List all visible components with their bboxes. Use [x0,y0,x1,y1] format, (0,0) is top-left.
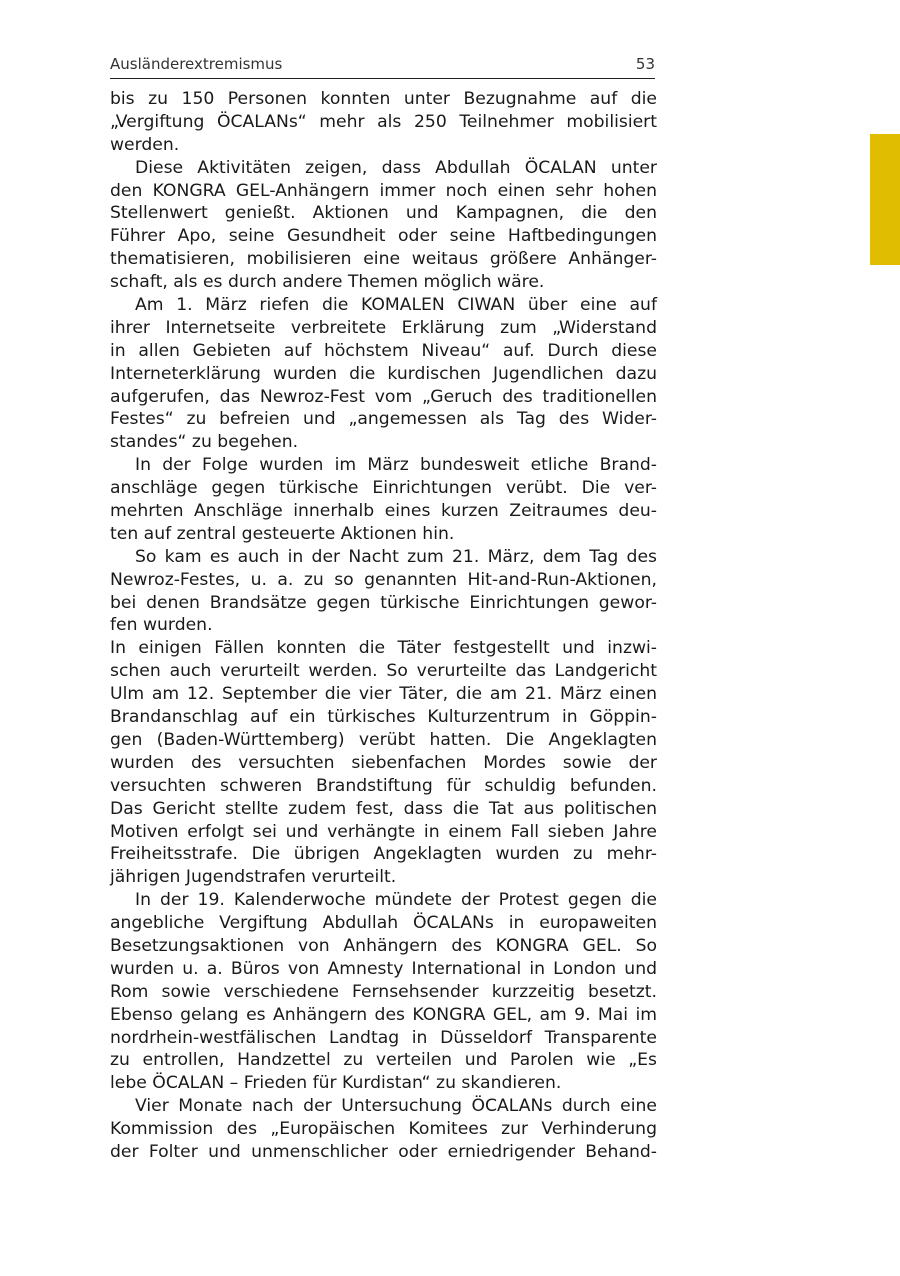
text-line: bis zu 150 Personen konnten unter Bezugnahme auf die [110,89,657,109]
page-number: 53 [635,55,655,73]
text-line: Festes“ zu befreien und „angemessen als Tag des Wider- [110,409,657,430]
text-line: bei denen Brandsätze gegen türkische Einrichtungen gewor- [110,592,657,613]
paragraph [110,454,657,546]
paragraph [110,1095,657,1164]
text-line: Vier Monate nach der Untersuchung ÖCALANs durch eine [135,1096,657,1117]
text-line: Das Gericht stellte zudem fest, dass die Tat aus politischen [110,798,657,819]
text-line: Besetzungsaktionen von Anhängern des KONGRA GEL. So [110,935,657,956]
text-line: In einigen Fällen konnten die Täter festgestellt und inzwi- [110,638,657,659]
text-line: wurden des versuchten siebenfachen Mordes sowie der [110,752,657,773]
text-line: in allen Gebieten auf höchstem Niveau“ auf. Durch diese [110,340,657,361]
text-line: wurden u. a. Büros von Amnesty International in London und [110,958,657,979]
text-line: So kam es auch in der Nacht zum 21. März, dem Tag des [135,546,657,567]
text-line: mehrten Anschläge innerhalb eines kurzen Zeitraumes deu- [110,501,657,522]
text-line: Stellenwert genießt. Aktionen und Kampagnen, die den [110,203,657,224]
text-line: zu entrollen, Handzettel zu verteilen und Parolen wie „Es [110,1050,657,1071]
text-line: lebe ÖCALAN – Frieden für Kurdistan“ zu skandieren. [110,1073,562,1094]
running-header-title: Ausländerextremismus [110,55,283,73]
text-line: schaft, als es durch andere Themen möglich wäre. [110,272,545,293]
text-line: den KONGRA GEL-Anhängern immer noch einen sehr hohen [110,180,657,201]
paragraph [110,889,657,1095]
text-line: In der Folge wurden im März bundesweit etliche Brand- [135,455,657,476]
text-line: Führer Apo, seine Gesundheit oder seine Haftbedingungen [110,226,657,247]
chapter-tab-marker [870,134,900,265]
text-line: Brandanschlag auf ein türkisches Kulturzentrum in Göppin- [110,707,657,728]
text-line: Kommission des „Europäischen Komitees zur Verhinderung [110,1119,657,1140]
text-line: „Vergiftung ÖCALANs“ mehr als 250 Teilnehmer mobilisiert [110,111,657,132]
text-line: Motiven erfolgt sei und verhängte in einem Fall sieben Jahre [110,821,657,842]
text-line: Newroz-Festes, u. a. zu so genannten Hit-and-Run-Aktionen, [110,569,657,590]
text-line: Ebenso gelang es Anhängern des KONGRA GEL, am 9. Mai im [110,1004,657,1025]
text-line: werden. [110,134,180,155]
paragraph [110,88,657,157]
paragraph [110,637,657,889]
paragraph [110,546,657,638]
text-line: aufgerufen, das Newroz-Fest vom „Geruch des traditionellen [110,386,657,407]
text-line: Interneterklärung wurden die kurdischen Jugendlichen dazu [110,363,657,384]
text-line: Diese Aktivitäten zeigen, dass Abdullah ÖCALAN unter [135,157,657,178]
text-line: jährigen Jugendstrafen verurteilt. [110,867,397,888]
text-line: Ulm am 12. September die vier Täter, die am 21. März einen [110,684,657,705]
text-line: In der 19. Kalenderwoche mündete der Protest gegen die [135,890,657,911]
text-line: gen (Baden-Württemberg) verübt hatten. Die Angeklagten [110,729,657,750]
text-line: Am 1. März riefen die KOMALEN CIWAN über eine auf [135,295,657,316]
text-line: fen wurden. [110,615,213,636]
text-line: Rom sowie verschiedene Fernsehsender kurzzeitig besetzt. [110,981,657,1002]
text-line: standes“ zu begehen. [110,432,299,453]
text-line: schen auch verurteilt werden. So verurteilte das Landgericht [110,661,657,682]
text-line: anschläge gegen türkische Einrichtungen verübt. Die ver- [110,478,657,499]
text-line: ten auf zentral gesteuerte Aktionen hin. [110,523,455,544]
text-line: ihrer Internetseite verbreitete Erklärung zum „Widerstand [110,317,657,338]
running-header [110,54,655,79]
text-line: nordrhein-westfälischen Landtag in Düsseldorf Transparente [110,1027,657,1048]
text-line: thematisieren, mobilisieren eine weitaus größere Anhänger- [110,249,657,270]
body-text [110,88,657,1164]
text-line: angebliche Vergiftung Abdullah ÖCALANs in europaweiten [110,913,657,934]
text-line: versuchten schweren Brandstiftung für schuldig befunden. [110,775,657,796]
text-line: Freiheitsstrafe. Die übrigen Angeklagten wurden zu mehr- [110,844,657,865]
text-line: der Folter und unmenschlicher oder erniedrigender Behand- [110,1141,657,1162]
paragraph [110,157,657,294]
paragraph [110,294,657,454]
